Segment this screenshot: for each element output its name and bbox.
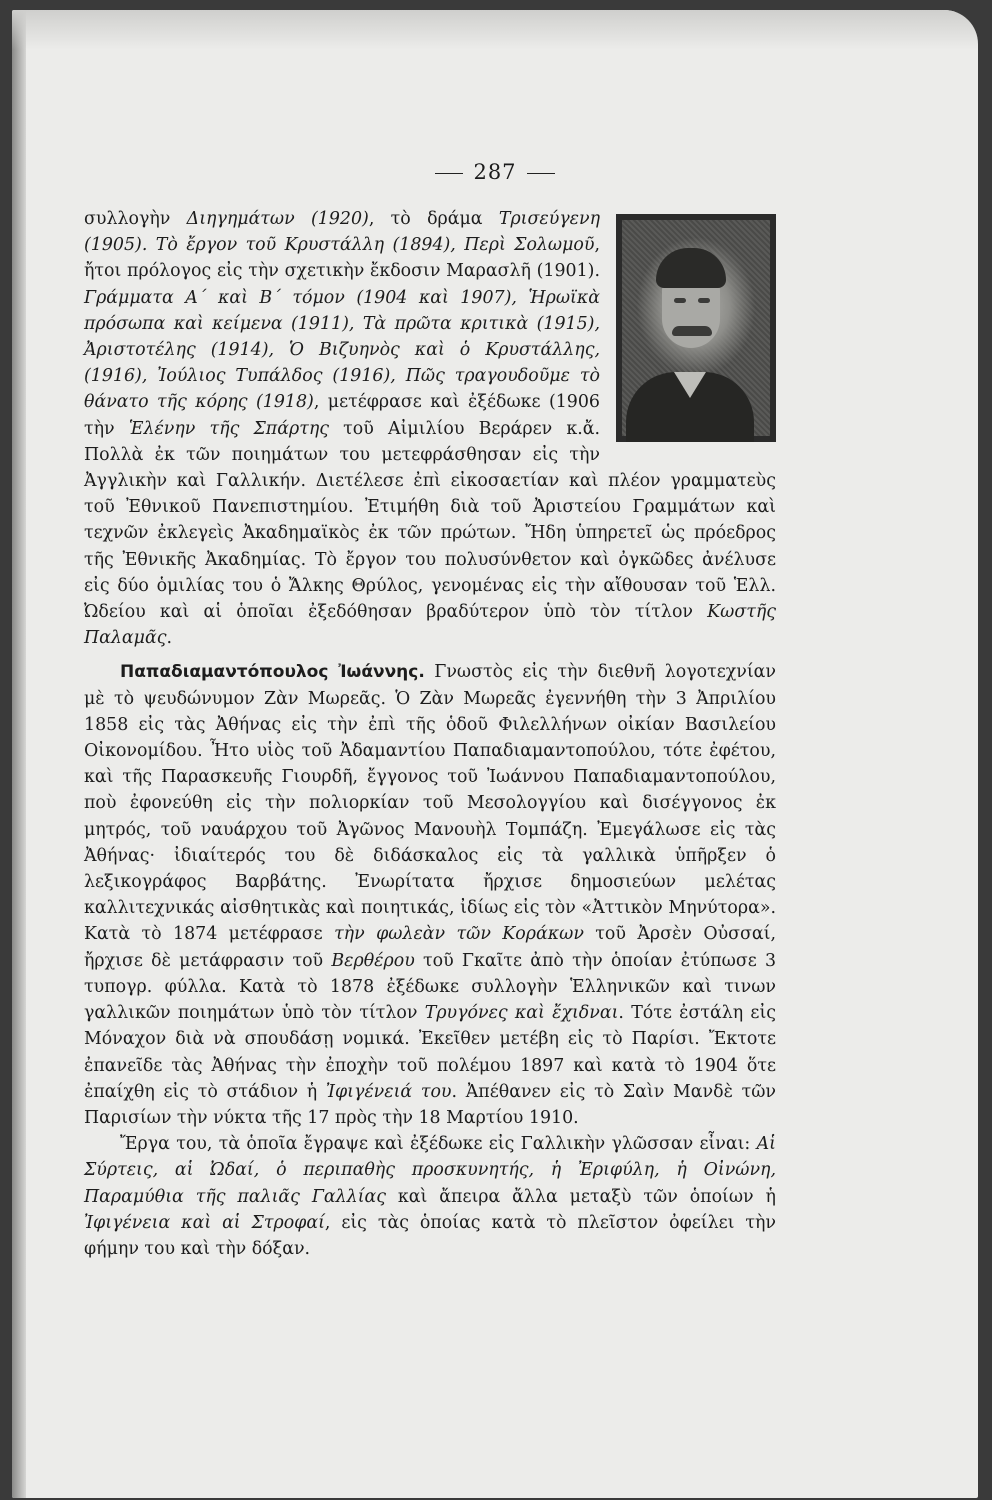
italic-title: Ἰφιγένεια καὶ αἱ Στροφαί	[84, 1212, 325, 1233]
page-number-value: 287	[473, 160, 517, 184]
italic-title: Τρισεύγενη (1905). Τὸ ἔργον τοῦ Κρυστάλλη (1894), Περὶ Σολωμοῦ	[84, 209, 600, 256]
text-run: , ἤτοι πρόλογος εἰς τὴν σχετικὴν ἔκδοσιν Μαρασλῆ (1901).	[84, 235, 600, 282]
entry-heading-name: Παπαδιαμαντόπουλος Ἰωάννης.	[120, 662, 425, 683]
portrait-eye-right	[698, 298, 710, 303]
page-number-dash-left	[435, 173, 463, 174]
paragraph-papadiamantopoulos	[84, 659, 776, 1131]
text-run: .	[166, 628, 172, 649]
italic-title: Ἰφιγένειά του	[325, 1081, 452, 1102]
text-run: . Τότε ἐστάλη εἰς Μόναχον διὰ νὰ σπουδάσῃ νομικά. Ἐκεῖθεν μετέβη εἰς τὸ Παρίσι. Ἔκτοτε ἐπανεῖδε τὰς Ἀθήνας τὴν ἐποχὴν τοῦ πολέμου 1897 καὶ κατὰ τὸ 1904 ὅτε ἐπαίχθη εἰς τὸ στάδιον ἡ	[84, 1003, 777, 1102]
italic-title: Τρυγόνες καὶ ἔχιδναι	[424, 1003, 619, 1024]
italic-title: Ἑλένην τῆς Σπάρτης	[128, 418, 329, 439]
paragraph-works-french	[84, 1131, 776, 1262]
italic-title: τὴν φωλεὰν τῶν Κοράκων	[334, 924, 584, 945]
page-top-shadow	[12, 10, 978, 50]
page-number-dash-right	[527, 173, 555, 174]
page-spine-shadow	[12, 10, 26, 1498]
portrait-eye-left	[674, 298, 686, 303]
italic-title: Βερθέρου	[331, 950, 415, 971]
text-run: τοῦ Γκαῖτε ἀπὸ τὴν ὁποίαν ἐτύπωσε 3 τυπογρ. φύλλα. Κατὰ τὸ 1878 ἐξέδωκε συλλογὴν Ἑλληνικῶν καὶ τινων γαλλικῶν ποιημάτων ὑπὸ τὸν τίτλον	[84, 950, 777, 1024]
page-number	[12, 160, 978, 184]
book-page	[12, 10, 978, 1498]
text-run: συλλογὴν	[84, 209, 187, 229]
text-run: Ἔργα του, τὰ ὁποῖα ἔγραψε καὶ ἐξέδωκε εἰς Γαλλικὴν γλῶσσαν εἶναι:	[120, 1134, 757, 1155]
italic-title: Γράμματα Α΄ καὶ Β΄ τόμον (1904 καὶ 1907), Ἡρωϊκὰ πρόσωπα καὶ κείμενα (1911), Τὰ πρῶτα κριτικὰ (1915), Ἀριστοτέλης (1914), Ὁ Βιζυηνὸς καὶ ὁ Κρυστάλλης, (1916), Ἰούλιος Τυπάλδος (1916), Πῶς τραγουδοῦμε τὸ θάνατο τῆς κόρης (1918)	[84, 287, 600, 413]
text-run: , εἰς τὰς ὁποίας κατὰ τὸ πλεῖστον ὀφείλει τὴν φήμην του καὶ τὴν δόξαν.	[84, 1212, 776, 1259]
italic-title: Αἱ Σύρτεις, αἱ Ὠδαί, ὁ περιπαθὴς προσκυνητής, ἡ Ἐριφύλη, ἡ Οἰνώνη, Παραμύθια τῆς παλιᾶς Γαλλίας	[84, 1134, 776, 1207]
text-run: . Ἀπέθανεν εἰς τὸ Σαὶν Μανδὲ τῶν Παρισίων τὴν νύκτα τῆς 17 πρὸς τὴν 18 Μαρτίου 1910.	[84, 1081, 776, 1128]
italic-title: Κωστῆς Παλαμᾶς	[84, 602, 776, 649]
italic-title: Διηγημάτων (1920)	[186, 209, 369, 229]
text-run: Γνωστὸς εἰς τὴν διεθνῆ λογοτεχνίαν μὲ τὸ ψευδώνυμον Ζὰν Μωρεᾶς. Ὁ Ζὰν Μωρεᾶς ἐγεννήθη τὴν 3 Ἀπριλίου 1858 εἰς τὰς Ἀθήνας εἰς τὴν ἐπὶ τῆς ὁδοῦ Φιλελλήνων οἰκίαν Βασιλείου Οἰκονομίδου. Ἦτο υἱὸς τοῦ Ἀδαμαντίου Παπαδιαμαντοπούλου, τότε ἐφέτου, καὶ τῆς Παρασκευῆς Γιουρδῆ, ἔγγονος τοῦ Ἰωάννου Παπαδιαμαντοπούλου, ποὺ ἐφονεύθη εἰς τὴν πολιορκίαν τοῦ Μεσολογγίου καὶ δισέγγονος ἐκ μητρός, τοῦ ναυάρχου τοῦ Ἀγῶνος Μανουὴλ Τομπάζη. Ἐμεγάλωσε εἰς τὰς Ἀθήνας· ἰδιαίτερός του δὲ διδάσκαλος εἰς τὰ γαλλικὰ ὑπῆρξεν ὁ λεξικογράφος Βαρβάτης. Ἐνωρίτατα ἤρχισε δημοσιεύων μελέτας καλλιτεχνικάς αἰσθητικὰς καὶ ποιητικάς, ἰδίως εἰς τὸν «Ἀττικὸν Μηνύτορα». Κατὰ τὸ 1874 μετέφρασε	[84, 662, 776, 945]
text-run: , μετέφρασε καὶ ἐξέδωκε (1906 τὴν	[84, 392, 600, 439]
text-run: τοῦ Ἀρσὲν Οὐσσαί, ἤρχισε δὲ μετάφρασιν τοῦ	[84, 924, 777, 971]
portrait-mustache	[672, 326, 712, 336]
body-text	[84, 206, 776, 1262]
text-run: , τὸ δράμα	[368, 209, 499, 229]
text-run: καὶ ἄπειρα ἄλλα μεταξὺ τῶν ὁποίων ἡ	[386, 1186, 776, 1207]
portrait-photo	[616, 214, 776, 442]
text-run: τοῦ Αἰμιλίου Βεράρεν κ.ἄ. Πολλὰ ἐκ τῶν ποιημάτων του μετεφράσθησαν εἰς τὴν Ἀγγλικὴν καὶ Γαλλικήν. Διετέλεσε ἐπὶ εἰκοσαετίαν καὶ πλέον γραμματεὺς τοῦ Ἐθνικοῦ Πανεπιστημίου. Ἐτιμήθη διὰ τοῦ Ἀριστείου Γραμμάτων καὶ τεχνῶν ἐκλεγεὶς Ἀκαδημαϊκὸς ἐκ τῶν πρώτων. Ἤδη ὑπηρετεῖ ὡς πρόεδρος τῆς Ἐθνικῆς Ἀκαδημίας. Τὸ ἔργον του πολυσύνθετον καὶ ὀγκῶδες ἀνέλυσε εἰς δύο ὁμιλίας του ὁ Ἄλκης Θρύλος, γενομένας εἰς τὴν αἴθουσαν τοῦ Ἑλλ. Ὠδείου καὶ αἱ ὁποῖαι ἐξεδόθησαν βραδύτερον ὑπὸ τὸν τίτλον	[84, 418, 776, 623]
